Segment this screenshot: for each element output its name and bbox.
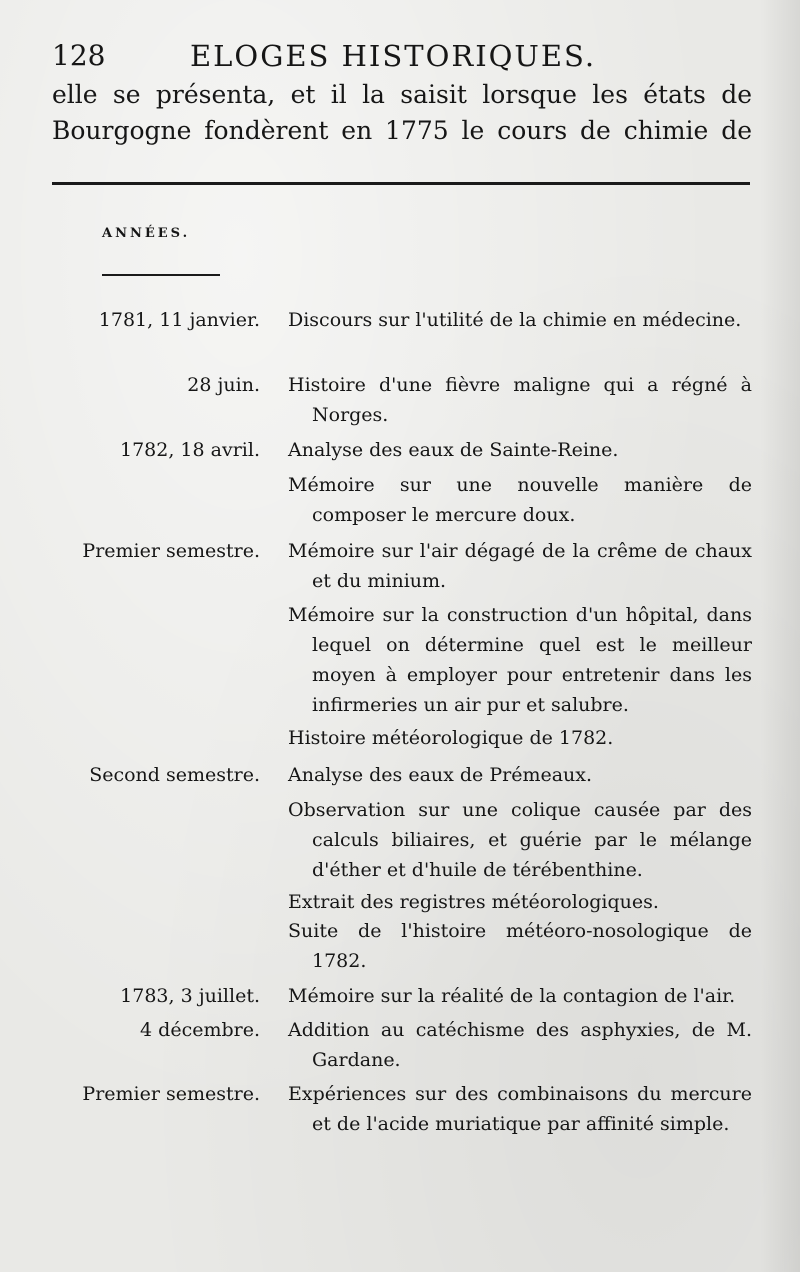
- entry-text: Mémoire sur la réalité de la contagion de l'air.: [288, 985, 736, 1007]
- body-text-line: elle se présenta, et il la saisit lorsque les états de: [52, 80, 752, 109]
- entry-text: Mémoire sur la construction d'un hôpital, dans lequel on détermine quel est le meilleur moyen à employer pour entretenir dans les infirmeries un air pur et salubre.: [288, 604, 752, 716]
- entry-date: Premier semestre.: [82, 1083, 260, 1105]
- page-number: 128: [52, 39, 106, 72]
- body-text-line: Bourgogne fondèrent en 1775 le cours de chimie de: [52, 116, 752, 145]
- entry-text: Analyse des eaux de Prémeaux.: [288, 764, 593, 786]
- entry-text: Mémoire sur l'air dégagé de la crême de chaux et du minium.: [288, 540, 752, 592]
- table-heading-years: ANNÉES.: [102, 226, 191, 241]
- entry-date: 1783, 3 juillet.: [120, 985, 260, 1007]
- entry-text: Mémoire sur une nouvelle manière de composer le mercure doux.: [288, 474, 752, 526]
- entry-text: Addition au catéchisme des asphyxies, de M. Gardane.: [288, 1019, 752, 1071]
- entry-text: Histoire météorologique de 1782.: [288, 727, 614, 749]
- running-title: ELOGES HISTORIQUES.: [190, 39, 597, 73]
- entry-date: Premier semestre.: [82, 540, 260, 562]
- page-header: [52, 36, 752, 76]
- entry-text: Extrait des registres météorologiques.: [288, 891, 659, 913]
- entry-date: 28 juin.: [187, 374, 260, 396]
- entry-date: 1782, 18 avril.: [120, 439, 260, 461]
- entry-text: Expériences sur des combinaisons du mercure et de l'acide muriatique par affinité simple.: [288, 1083, 752, 1135]
- entry-text: Suite de l'histoire météoro-nosologique de 1782.: [288, 920, 752, 972]
- entry-text: Observation sur une colique causée par des calculs biliaires, et guérie par le mélange d'éther et d'huile de térébenthine.: [288, 799, 752, 881]
- entry-date: 4 décembre.: [140, 1019, 260, 1041]
- entry-date: Second semestre.: [89, 764, 260, 786]
- horizontal-rule: [52, 182, 750, 185]
- entry-text: Histoire d'une fièvre maligne qui a régné à Norges.: [288, 374, 752, 426]
- entry-text: Analyse des eaux de Sainte-Reine.: [288, 439, 619, 461]
- entry-date: 1781, 11 janvier.: [98, 309, 260, 331]
- short-rule: [102, 274, 220, 276]
- entry-text: Discours sur l'utilité de la chimie en médecine.: [288, 309, 742, 331]
